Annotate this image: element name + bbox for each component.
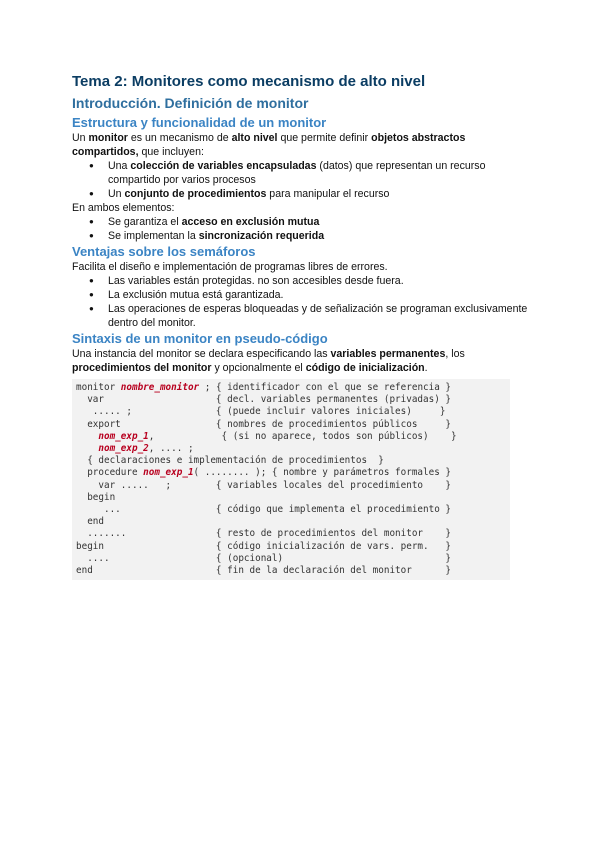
code-text: end { fin de la declaración del monitor } — [76, 565, 452, 577]
list-item: ● La exclusión mutua está garantizada. — [72, 288, 532, 302]
code-line — [76, 467, 506, 479]
code-line — [76, 553, 506, 565]
code-text: ....... { resto de procedimientos del monitor } — [76, 528, 452, 540]
code-line — [76, 492, 506, 504]
bold-text: monitor — [88, 132, 128, 144]
bold-text: colección de variables encapsuladas — [130, 160, 317, 172]
paragraph-advantages: Facilita el diseño e implementación de programas libres de errores. — [72, 261, 388, 273]
list-advantages — [72, 274, 532, 330]
code-line — [76, 455, 506, 467]
code-text: begin — [76, 491, 116, 503]
code-text: , { (si no aparece, todos son públicos) } — [148, 430, 457, 442]
code-text: monitor — [76, 382, 121, 393]
code-identifier: nom_exp_1 — [143, 467, 194, 479]
code-line — [76, 516, 506, 528]
paragraph-syntax — [72, 347, 532, 375]
code-line — [76, 406, 506, 418]
code-text: ( ........ ); { nombre y parámetros formales } — [193, 467, 452, 479]
list-item: ● Las operaciones de esperas bloqueadas y de señalización se programan exclusivamente dentro del monitor. — [72, 302, 532, 330]
text: . — [424, 362, 428, 374]
code-line — [76, 541, 506, 553]
paragraph-definition — [72, 131, 532, 159]
code-line — [76, 382, 506, 394]
bold-text: acceso en exclusión mutua — [181, 216, 320, 228]
list-item — [72, 229, 532, 243]
code-identifier: nombre_monitor — [120, 382, 200, 393]
text: Una — [108, 160, 131, 172]
text: Una instancia del monitor se declara especificando las — [72, 348, 331, 360]
text: y opcionalmente el — [211, 362, 306, 374]
heading-syntax: Sintaxis de un monitor en pseudo-código — [72, 331, 328, 346]
section-subtitle: Introducción. Definición de monitor — [72, 95, 309, 111]
text: Un — [72, 132, 89, 144]
code-text: .... { (opcional) } — [76, 552, 452, 564]
text: Se garantiza el — [108, 216, 182, 228]
code-text: end — [76, 516, 104, 528]
bold-text: sincronización requerida — [198, 230, 325, 242]
list-item — [72, 215, 532, 229]
code-line — [76, 431, 506, 443]
code-line — [76, 419, 506, 431]
bold-text: procedimientos del monitor — [72, 362, 212, 374]
code-text: var { decl. variables permanentes (privadas) } — [76, 394, 452, 406]
code-line — [76, 443, 506, 455]
bold-text: código de inicialización — [305, 362, 425, 374]
code-line — [76, 504, 506, 516]
paragraph-both: En ambos elementos: — [72, 202, 175, 214]
code-text: var ..... ; { variables locales del procedimiento } — [76, 479, 452, 491]
code-identifier: nom_exp_1 — [98, 430, 149, 442]
list-item: ● Las variables están protegidas. no son accesibles desde fuera. — [72, 274, 532, 288]
bold-text: conjunto de procedimientos — [124, 188, 267, 200]
list-components — [72, 159, 532, 201]
code-line — [76, 480, 506, 492]
code-text: procedure — [76, 467, 144, 479]
code-text — [76, 443, 98, 454]
text: para manipular el recurso — [266, 188, 390, 200]
code-text: ..... ; { (puede incluir valores iniciales) } — [76, 406, 446, 418]
bold-text: alto nivel — [231, 132, 278, 144]
code-text: ; { identificador con el que se referencia } — [199, 382, 452, 393]
list-item — [72, 187, 532, 201]
page-title: Tema 2: Monitores como mecanismo de alto nivel — [72, 73, 426, 90]
text: es un mecanismo de — [127, 132, 232, 144]
code-line — [76, 394, 506, 406]
text: que permite definir — [277, 132, 372, 144]
code-text: , .... ; — [148, 443, 194, 455]
code-text: ... { código que implementa el procedimiento } — [76, 504, 452, 516]
list-item — [72, 159, 532, 187]
code-line — [76, 528, 506, 540]
text: , los — [445, 348, 465, 360]
code-line — [76, 565, 506, 577]
code-text: begin { código inicialización de vars. perm. } — [76, 540, 452, 552]
code-block — [72, 379, 510, 580]
code-text: { declaraciones e implementación de procedimientos } — [76, 455, 384, 467]
heading-advantages: Ventajas sobre los semáforos — [72, 244, 256, 259]
code-text — [76, 431, 98, 442]
list-guarantees — [72, 215, 532, 243]
bold-text: objetos abstractos compartidos, — [72, 132, 466, 158]
code-identifier: nom_exp_2 — [98, 443, 149, 455]
code-text: export { nombres de procedimientos públicos } — [76, 418, 452, 430]
document-page — [72, 72, 532, 580]
text: Se implementan la — [108, 230, 199, 242]
heading-structure: Estructura y funcionalidad de un monitor — [72, 115, 327, 130]
text: (datos) que representan un recurso compartido por varios procesos — [108, 160, 486, 186]
text: Un — [108, 188, 125, 200]
text: que incluyen: — [138, 146, 204, 158]
bold-text: variables permanentes — [330, 348, 446, 360]
